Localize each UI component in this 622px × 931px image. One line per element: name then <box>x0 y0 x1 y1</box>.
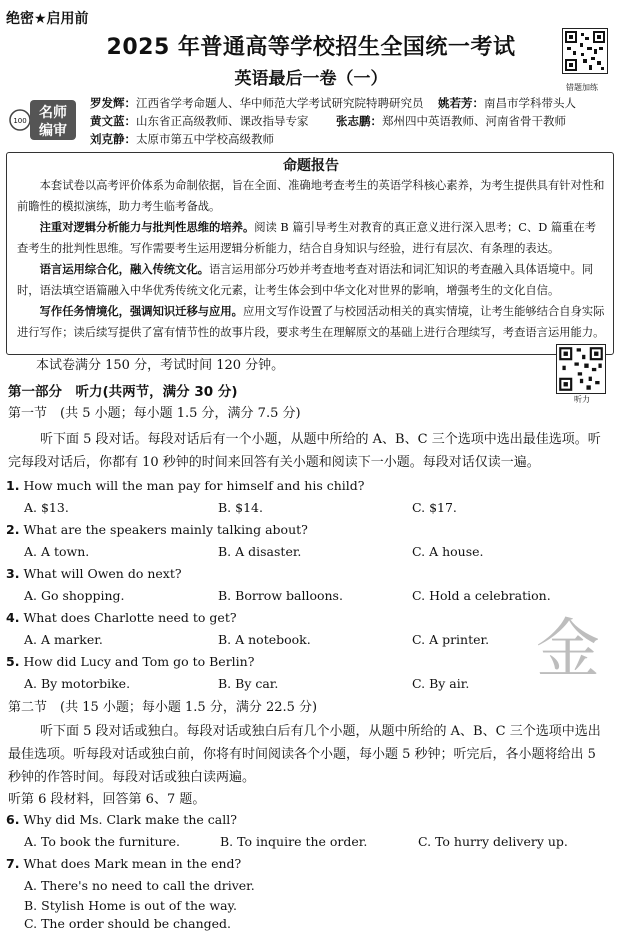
report-box <box>6 152 614 355</box>
confidential-label: 绝密★启用前 <box>6 11 89 27</box>
author-desc: 太原市第五中学校高级教师 <box>136 132 274 146</box>
author-name: 张志鹏： <box>336 114 382 128</box>
exam-title: 2025 年普通高等学校招生全国统一考试 <box>106 35 516 60</box>
option-a: A. $13. <box>24 500 69 515</box>
exam-subtitle: 英语最后一卷（一） <box>234 69 388 89</box>
option-b: B. To inquire the order. <box>220 834 368 849</box>
report-body <box>17 175 605 343</box>
option-a: A. A marker. <box>24 632 103 647</box>
question-2: 2. What are the speakers mainly talking about? <box>6 522 308 537</box>
author-row-2b <box>336 112 566 130</box>
option-b: B. Stylish Home is out of the way. <box>24 898 237 913</box>
question-4: 4. What does Charlotte need to get? <box>6 610 237 625</box>
option-a: A. A town. <box>24 544 90 559</box>
author-row-1b <box>438 94 576 112</box>
author-desc: 山东省正高级教师、课改指导专家 <box>136 114 309 128</box>
option-a: A. To book the furniture. <box>24 834 181 849</box>
option-c: C. By air. <box>412 676 470 691</box>
report-paragraph: 注重对逻辑分析能力与批判性思维的培养。阅读 B 篇引导考生对教育的真正意义进行深入思考；C、D 篇重在考查考生的批判性思维。写作需要考生运用逻辑分析能力，结合自身知识与经验，进行有层次、有条理的表达。 <box>17 221 597 255</box>
author-name: 罗发辉： <box>90 96 136 110</box>
option-b: B. A disaster. <box>218 544 302 559</box>
part-one-title: 第一部分 听力(共两节，满分 30 分) <box>8 384 238 400</box>
option-c: C. To hurry delivery up. <box>418 834 568 849</box>
option-c: C. A house. <box>412 544 484 559</box>
option-b: B. By car. <box>218 676 279 691</box>
exam-info: 本试卷满分 150 分，考试时间 120 分钟。 <box>36 358 285 373</box>
author-row-3 <box>90 130 274 148</box>
option-c: C. Hold a celebration. <box>412 588 551 603</box>
question-7: 7. What does Mark mean in the end? <box>6 856 242 871</box>
report-paragraph: 语言运用综合化，融入传统文化。语言运用部分巧妙并考查地考查对语法和词汇知识的考查融入具体语境中。同时，语法填空语篇融入中华优秀传统文化元素，让考生体会到中华文化对世界的影响，增强考生的文化自信。 <box>17 263 594 297</box>
question-5: 5. How did Lucy and Tom go to Berlin? <box>6 654 255 669</box>
option-a: A. There's no need to call the driver. <box>24 878 255 893</box>
seal-stamp: 金 <box>536 613 600 687</box>
section-two-instruction: 听下面 5 段对话或独白。每段对话或独白后有几个小题，从题中所给的 A、B、C 三个选项中选出最佳选项。听每段对话或独白前，你将有时间阅读各个小题，每小题 5 秒钟；听完后，各小题将给出 5 秒钟的作答时间。每段对话或独白读两遍。 <box>8 724 601 785</box>
author-desc: 郑州四中英语教师、河南省骨干教师 <box>382 114 566 128</box>
question-3: 3. What will Owen do next? <box>6 566 182 581</box>
badge-text-2: 编审 <box>39 123 67 139</box>
option-c: C. $17. <box>412 500 457 515</box>
report-title: 命题报告 <box>283 158 339 174</box>
option-c: C. A printer. <box>412 632 490 647</box>
author-row-1 <box>90 94 424 112</box>
author-desc: 江西省学考命题人、华中师范大学考试研究院特聘研究员 <box>136 96 424 110</box>
section-one-title: 第一节 (共 5 小题；每小题 1.5 分，满分 7.5 分) <box>8 406 301 421</box>
qr-code-icon <box>562 28 608 74</box>
author-name: 黄文蓝： <box>90 114 136 128</box>
editor-badge-icon <box>8 96 78 142</box>
section-two-title: 第二节 (共 15 小题；每小题 1.5 分，满分 22.5 分) <box>8 700 318 715</box>
report-paragraph: 写作任务情境化，强调知识迁移与应用。应用文写作设置了与校园活动相关的真实情境，让考生能够结合自身实际进行写作；读后续写提供了富有情节性的故事片段，要求考生在理解原文的基础上进行合理续写，考查语言运用能力。 <box>17 305 605 339</box>
option-a: A. Go shopping. <box>24 588 125 603</box>
author-row-2 <box>90 112 309 130</box>
material-instruction: 听第 6 段材料，回答第 6、7 题。 <box>8 792 206 807</box>
option-b: B. $14. <box>218 500 263 515</box>
author-desc: 南昌市学科带头人 <box>484 96 576 110</box>
author-name: 姚若芳： <box>438 96 484 110</box>
option-b: B. Borrow balloons. <box>218 588 343 603</box>
question-1: 1. How much will the man pay for himself and his child? <box>6 478 365 493</box>
badge-text-1: 名师 <box>39 105 67 121</box>
qr-label-error-practice: 错题加练 <box>566 83 598 92</box>
section-one-instruction: 听下面 5 段对话。每段对话后有一个小题，从题中所给的 A、B、C 三个选项中选出最佳选项。听完每段对话后，你都有 10 秒钟的时间来回答有关小题和阅读下一小题。每段对话仅读一遍。 <box>8 432 601 470</box>
qr-code-icon <box>556 344 606 394</box>
option-c: C. The order should be changed. <box>24 916 231 931</box>
badge-number: 100 <box>13 117 27 125</box>
qr-label-listening: 听力 <box>574 395 590 404</box>
question-6: 6. Why did Ms. Clark make the call? <box>6 812 237 827</box>
option-b: B. A notebook. <box>218 632 311 647</box>
report-paragraph: 本套试卷以高考评价体系为命制依据，旨在全面、准确地考查考生的英语学科核心素养，为考生提供具有针对性和前瞻性的模拟演练，助力考生临考备战。 <box>17 179 605 213</box>
option-a: A. By motorbike. <box>24 676 131 691</box>
author-name: 刘克静： <box>90 132 136 146</box>
